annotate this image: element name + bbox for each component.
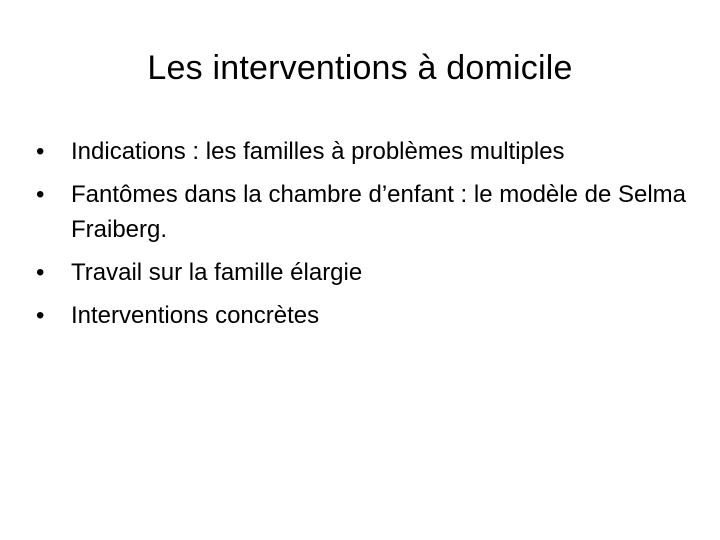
bullet-icon: • (36, 138, 45, 165)
bullet-item (36, 134, 696, 169)
bullet-text: Travail sur la famille élargie (71, 259, 363, 286)
bullet-item (36, 177, 696, 247)
bullet-item (36, 298, 696, 333)
bullet-icon: • (36, 259, 45, 286)
bullet-text: Indications : les familles à problèmes multiples (71, 138, 565, 165)
bullet-list (36, 134, 696, 341)
slide-title: Les interventions à domicile (147, 49, 573, 87)
bullet-item (36, 255, 696, 290)
bullet-text: Interventions concrètes (71, 302, 320, 329)
bullet-text: Fantômes dans la chambre d’enfant : le modèle de Selma Fraiberg. (71, 181, 687, 243)
bullet-icon: • (36, 181, 45, 208)
bullet-icon: • (36, 302, 45, 329)
